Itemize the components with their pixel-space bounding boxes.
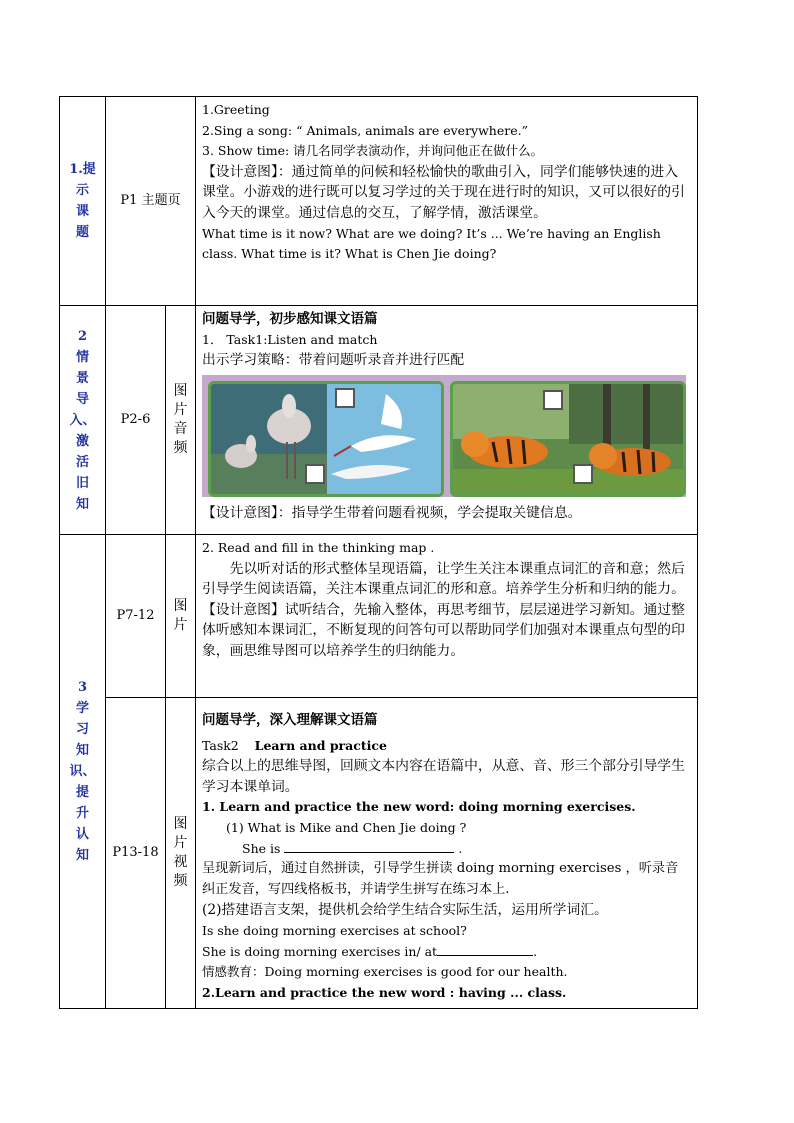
content-cell-1: 1.Greeting 2.Sing a song: “ Animals, animals are everywhere.” 3. Show time: 请几名同学表演动作，并询问他正在做什么。 【设计意图】：通过简单的问候和轻松愉快的歌曲引入，同学们能够快速的进入课堂。小游戏的进行既可以复习学过的关于现在进行时的知识，又可以很好的引入今天的课堂。通过信息的交互，了解学情，激活课堂。 What time is it now? What are we doing? It’s ... We’re having an English class. What time is it? What is Chen Jie doing? xyxy=(196,97,698,306)
lesson-plan-table xyxy=(59,96,698,1009)
media-type-2: 图 片 音 频 xyxy=(166,306,196,535)
page-range-3b: P13-18 xyxy=(106,698,166,1009)
stage-cell-3: 3 学 习 知 识、 提 升 认 知 xyxy=(60,535,106,1009)
answer-blank[interactable] xyxy=(284,839,454,853)
row-learn-a xyxy=(60,535,698,698)
row-learn-b xyxy=(60,698,698,1009)
tigers-panel xyxy=(450,381,686,497)
match-checkbox[interactable] xyxy=(305,464,325,484)
stage-cell-2: 2 情 景 导 入、 激 活 旧 知 xyxy=(60,306,106,535)
page-range-3a: P7-12 xyxy=(106,535,166,698)
content-cell-3a: 2. Read and fill in the thinking map . 先以听对话的形式整体呈现语篇，让学生关注本课重点词汇的音和意；然后引导学生阅读语篇，关注本课重点词汇的形和意。培养学生分析和归纳的能力。 【设计意图】试听结合，先输入整体，再思考细节，层层递进学习新知。通过整体听感知本课词汇，不断复现的问答句可以帮助同学们加强对本课重点句型的印象，画思维导图可以培养学生的归纳能力。 xyxy=(196,535,698,698)
page-range-1: P1 主题页 xyxy=(106,97,196,306)
match-checkbox[interactable] xyxy=(543,390,563,410)
row-situation xyxy=(60,306,698,535)
content-cell-2: 问题导学，初步感知课文语篇 1． Task1:Listen and match 出示学习策略：带着问题听录音并进行匹配 【设计意图】：指导学生带着问题看视频，学会提取关键信息。 xyxy=(196,306,698,535)
page-range-2: P2-6 xyxy=(106,306,166,535)
cranes-panel xyxy=(208,381,444,497)
listen-and-match-picture xyxy=(202,375,686,497)
match-checkbox[interactable] xyxy=(335,388,355,408)
row-topic xyxy=(60,97,698,306)
answer-blank[interactable] xyxy=(437,942,533,956)
media-type-3a: 图 片 xyxy=(166,535,196,698)
stage-cell-1: 1.提 示 课 题 xyxy=(60,97,106,306)
match-checkbox[interactable] xyxy=(573,464,593,484)
media-type-3b: 图 片 视 频 xyxy=(166,698,196,1009)
content-cell-3b: 问题导学，深入理解课文语篇 Task2 Learn and practice 综合以上的思维导图，回顾文本内容在语篇中，从意、音、形三个部分引导学生学习本课单词。 1. Learn and practice the new word: doing morning exercises. (1) What is Mike and Chen Jie doing ? She is . 呈现新词后，通过自然拼读，引导学生拼读 doing morning exercises ，听录音纠正发音，写四线格板书，并请学生拼写在练习本上. (2)搭建语言支架，提供机会给学生结合实际生活，运用所学词汇。 Is she doing morning exercises at school? She is doing morning exercises in/ at . 情感教育：Doing morning exercises is good for our health. 2.Learn and practice the new word : having ... class. xyxy=(196,698,698,1009)
